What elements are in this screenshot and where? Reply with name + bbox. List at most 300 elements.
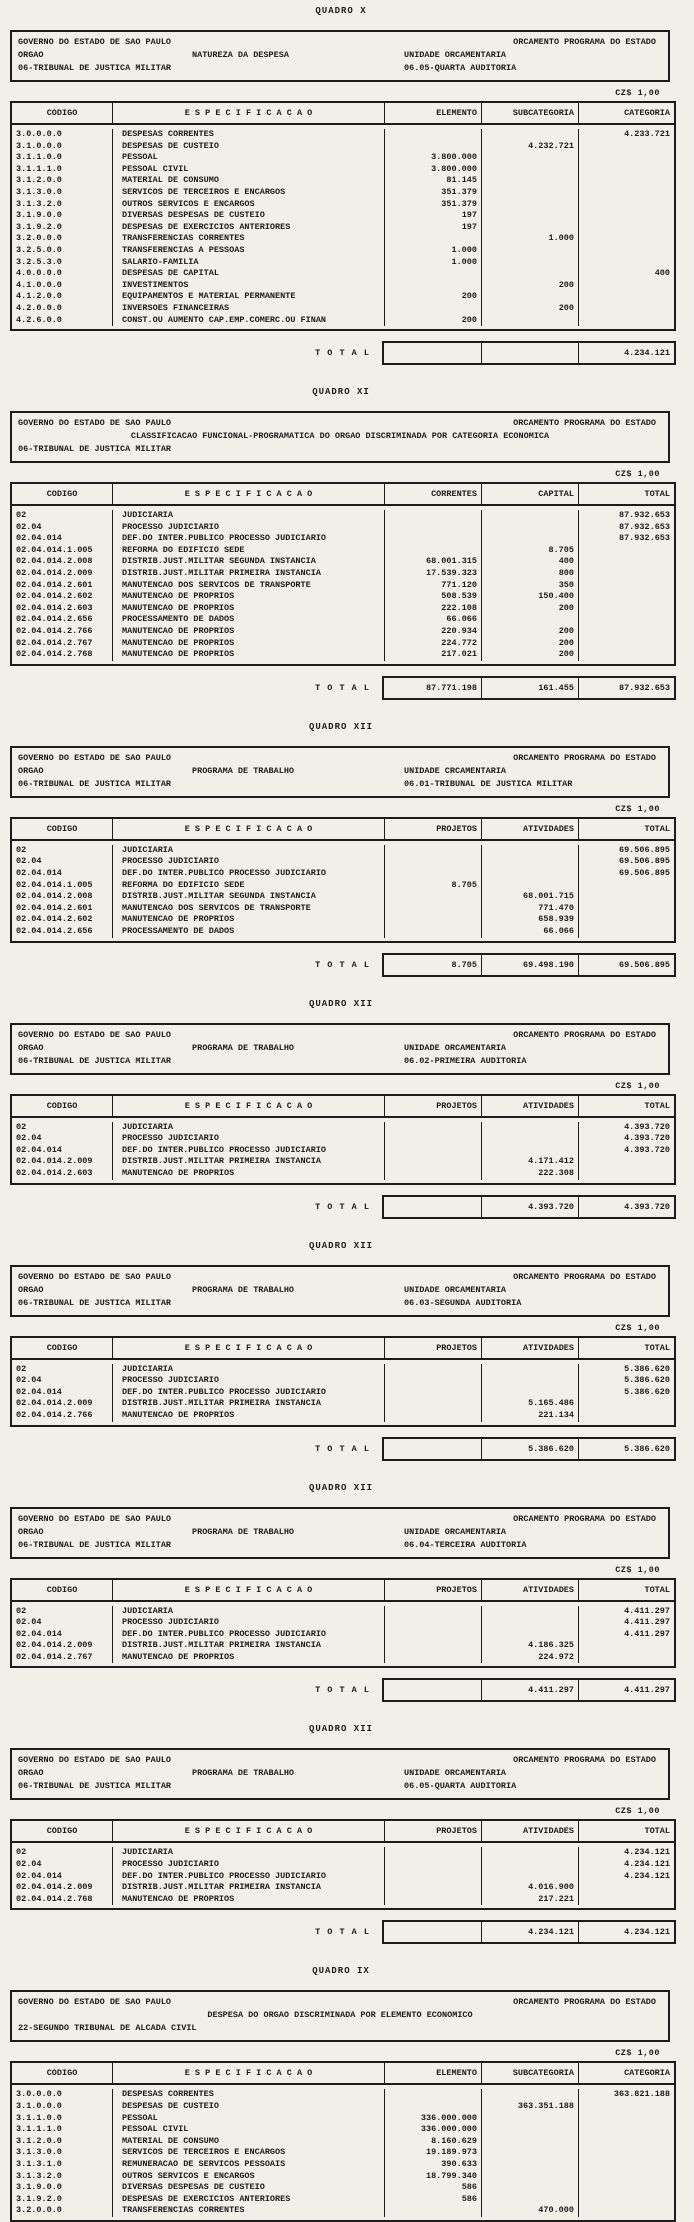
total-box [382,1678,676,1702]
table-row [12,233,674,245]
row-specification: PESSOAL [112,2113,384,2125]
row-value-col5: 4.234.121 [578,1871,674,1883]
row-value-col4 [481,315,578,327]
row-value-col5 [578,1398,674,1410]
row-code: 02.04 [16,1133,42,1144]
row-value-col3: 351.379 [384,199,481,211]
row-value-col4 [481,533,578,545]
row-specification: JUDICIARIA [112,1847,384,1859]
table-row [12,129,674,141]
table-row [12,1375,674,1387]
row-value-col5 [578,2147,674,2159]
row-value-col5: 4.393.720 [578,1145,674,1157]
budget-table [10,2061,676,2222]
total-box [382,1437,676,1461]
column-header-col4: ATIVIDADES [481,1096,578,1116]
row-specification: PROCESSO JUDICIARIO [112,1133,384,1145]
table-row [12,2136,674,2148]
table-row [12,603,674,615]
row-code: 02.04.014.2.768 [16,649,93,660]
nature-label: NATUREZA DA DESPESA [192,50,289,60]
total-value-col5: 69.506.895 [578,955,674,975]
row-value-col3: 336.000.000 [384,2113,481,2125]
row-specification: DESPESAS DE EXERCICIOS ANTERIORES [112,222,384,234]
table-row [12,1122,674,1134]
header-line-1 [12,752,668,765]
row-code: 02.04.014.2.602 [16,591,93,602]
row-value-col5: 4.234.121 [578,1859,674,1871]
row-value-col3: 68.001.315 [384,556,481,568]
row-specification: SALARIO-FAMILIA [112,257,384,269]
row-specification: TRANSFERENCIAS CORRENTES [112,233,384,245]
row-specification: DEF.DO INTER.PUBLICO PROCESSO JUDICIARIO [112,1145,384,1157]
header-line-3 [12,1539,668,1552]
row-specification: SERVICOS DE TERCEIROS E ENCARGOS [112,2147,384,2159]
total-value-col4 [481,343,578,363]
table-row [12,210,674,222]
row-value-col3 [384,1847,481,1859]
table-row [12,1387,674,1399]
column-header-col5: CATEGORIA [578,2063,674,2083]
table-row [12,1629,674,1641]
row-code: 02.04.014.2.656 [16,614,93,625]
row-value-col5 [578,141,674,153]
row-value-col4: 771.470 [481,903,578,915]
row-value-col5: 4.234.121 [578,1847,674,1859]
row-specification: MANUTENCAO DE PROPRIOS [112,591,384,603]
table-body [12,1118,674,1183]
column-header-col5: TOTAL [578,484,674,504]
unit-label: UNIDADE ORCAMENTARIA [404,1042,507,1053]
row-specification: DISTRIB.JUST.MILITAR SEGUNDA INSTANCIA [112,891,384,903]
row-code: 02.04.014.2.009 [16,1156,93,1167]
orgao-label: ORGAO [18,1284,44,1295]
total-value-col5: 5.386.620 [578,1439,674,1459]
row-value-col3 [384,2101,481,2113]
org-header-box [10,1748,670,1800]
row-code: 3.2.0.0.0 [16,233,62,244]
row-code: 3.1.3.1.0 [16,2159,62,2169]
budget-table [10,482,676,666]
row-value-col4: 150.400 [481,591,578,603]
orgao-label: ORGAO [18,1042,44,1053]
row-code: 02.04.014.2.601 [16,579,93,590]
row-value-col4: 200 [481,603,578,615]
row-code: 02.04.014 [16,1628,62,1639]
row-value-col3 [384,1398,481,1410]
row-value-col3: 336.000.000 [384,2124,481,2136]
quadro-section [0,387,694,700]
row-specification: DISTRIB.JUST.MILITAR PRIMEIRA INSTANCIA [112,568,384,580]
government-name: GOVERNO DO ESTADO DE SAO PAULO [18,1755,172,1766]
row-code: 02.04.014 [16,868,62,878]
row-value-col3: 508.539 [384,591,481,603]
row-value-col5: 87.932.653 [578,533,674,545]
column-header-col4: ATIVIDADES [481,1338,578,1358]
table-row [12,1133,674,1145]
column-header-especificacao: E S P E C I F I C A C A O [112,484,384,504]
column-header-col4: ATIVIDADES [481,819,578,839]
header-line-2 [12,1767,668,1780]
table-row [12,614,674,626]
row-value-col3 [384,1617,481,1629]
row-value-col4: 800 [481,568,578,580]
row-value-col4 [481,1364,578,1376]
row-code: 3.2.5.3.0 [16,256,62,267]
row-value-col5 [578,2113,674,2125]
row-value-col4: 200 [481,280,578,292]
header-line-1 [12,1029,668,1042]
row-code: 02.04 [16,1375,42,1386]
row-code: 02.04.014.2.009 [16,1882,93,1893]
column-header-especificacao: E S P E C I F I C A C A O [112,1096,384,1116]
row-value-col4 [481,1629,578,1641]
header-line-3 [12,1780,668,1793]
table-row [12,199,674,211]
header-line-1 [12,1513,668,1526]
row-code: 3.1.3.0.0 [16,2147,62,2158]
column-header-codigo: CODIGO [46,489,78,500]
row-value-col3 [384,1168,481,1180]
row-value-col5 [578,2101,674,2113]
table-header-row [12,1821,674,1843]
budget-table [10,1094,676,1185]
table-row [12,222,674,234]
column-header-col3: PROJETOS [384,1580,481,1600]
table-row [12,2205,674,2217]
row-value-col5 [578,568,674,580]
table-row [12,1364,674,1376]
row-value-col5: 87.932.653 [578,522,674,534]
row-value-col5 [578,315,674,327]
column-header-col4: ATIVIDADES [481,1580,578,1600]
row-value-col3 [384,891,481,903]
row-value-col4: 350 [481,580,578,592]
header-line-2 [12,765,668,778]
total-row [10,953,694,977]
currency-note: CZ$ 1,00 [615,88,660,98]
table-row [12,2101,674,2113]
row-specification: MANUTENCAO DOS SERVICOS DE TRANSPORTE [112,580,384,592]
row-code: 3.1.3.0.0 [16,186,62,197]
row-value-col3 [384,522,481,534]
quadro-section [0,6,694,365]
table-row [12,2182,674,2194]
row-specification: PESSOAL CIVIL [112,2124,384,2136]
row-value-col4 [481,2113,578,2125]
total-label: T O T A L [315,348,370,359]
table-row [12,1859,674,1871]
column-header-col3: PROJETOS [384,819,481,839]
row-code: 02 [16,1363,27,1374]
row-specification: MANUTENCAO DE PROPRIOS [112,1652,384,1664]
table-row [12,2124,674,2136]
row-value-col4 [481,845,578,857]
row-value-col5: 5.386.620 [578,1375,674,1387]
total-box [382,953,676,977]
table-row [12,856,674,868]
column-header-col4: SUBCATEGORIA [481,103,578,123]
row-code: 02.04.014.1.005 [16,544,93,555]
currency-note: CZ$ 1,00 [615,2048,660,2059]
row-value-col4 [481,175,578,187]
table-header-row [12,1580,674,1602]
row-value-col3: 771.120 [384,580,481,592]
unit-label: UNIDADE ORCAMENTARIA [404,50,507,60]
program-title: ORCAMENTO PROGRAMA DO ESTADO [513,1997,656,2008]
row-specification: DEF.DO INTER.PUBLICO PROCESSO JUDICIARIO [112,868,384,880]
quadro-title: QUADRO XI [312,387,370,398]
row-code: 3.1.9.0.0 [16,210,62,221]
column-header-col5: TOTAL [578,819,674,839]
orgao-label: ORGAO [18,765,44,776]
row-value-col5 [578,2159,674,2171]
row-value-col4 [481,880,578,892]
table-body [12,1843,674,1908]
table-row [12,175,674,187]
row-specification: MANUTENCAO DE PROPRIOS [112,603,384,615]
government-name: GOVERNO DO ESTADO DE SAO PAULO [18,1271,172,1282]
total-row [10,341,694,365]
total-value-col4: 4.393.720 [481,1197,578,1217]
row-code: 02.04.014.2.008 [16,891,93,902]
row-value-col5: 69.506.895 [578,845,674,857]
total-value-col4: 5.386.620 [481,1439,578,1459]
table-row [12,303,674,315]
column-header-col4: ATIVIDADES [481,1821,578,1841]
orgao-value: 06-TRIBUNAL DE JUSTICA MILITAR [18,1055,172,1066]
table-row [12,903,674,915]
column-header-especificacao: E S P E C I F I C A C A O [112,1580,384,1600]
program-title: ORCAMENTO PROGRAMA DO ESTADO [513,752,656,763]
row-value-col3: 66.066 [384,614,481,626]
row-specification: EQUIPAMENTOS E MATERIAL PERMANENTE [112,291,384,303]
column-header-codigo: CODIGO [46,1826,78,1837]
table-row [12,2089,674,2101]
row-specification: INVESTIMENTOS [112,280,384,292]
table-row [12,580,674,592]
row-code: 02 [16,844,27,855]
row-specification: TRANSFERENCIAS A PESSOAS [112,245,384,257]
nature-label: PROGRAMA DE TRABALHO [192,765,295,776]
table-header-row [12,819,674,841]
total-box [382,341,676,365]
row-specification: PROCESSAMENTO DE DADOS [112,926,384,938]
row-value-col5 [578,303,674,315]
table-row [12,880,674,892]
table-row [12,1410,674,1422]
row-code: 3.1.0.0.0 [16,140,62,151]
total-value-col3: 87.771.198 [425,682,477,693]
column-header-especificacao: E S P E C I F I C A C A O [112,1821,384,1841]
header-line-1 [12,1754,668,1767]
total-row [10,1678,694,1702]
row-value-col4: 200 [481,638,578,650]
row-value-col3 [384,926,481,938]
unit-label: UNIDADE ORCAMENTARIA [404,1768,507,1779]
row-value-col5 [578,891,674,903]
org-header-box [10,30,670,82]
row-value-col4 [481,1133,578,1145]
row-code: 3.1.1.0.0 [16,152,62,163]
row-specification: MANUTENCAO DE PROPRIOS [112,626,384,638]
row-code: 02.04.014.2.766 [16,1409,93,1420]
row-specification: DEF.DO INTER.PUBLICO PROCESSO JUDICIARIO [112,1629,384,1641]
row-value-col4: 8.705 [481,545,578,557]
row-value-col5 [578,2205,674,2217]
currency-note: CZ$ 1,00 [615,1564,660,1575]
total-value-col3 [384,343,481,363]
unit-value: 06.01-TRIBUNAL DE JUSTICA MILITAR [404,778,573,789]
row-value-col5 [578,649,674,661]
column-header-col5: TOTAL [578,1821,674,1841]
table-row [12,533,674,545]
row-value-col3: 586 [384,2182,481,2194]
table-header-row [12,2063,674,2085]
row-value-col3 [384,1652,481,1664]
total-row [10,676,694,700]
row-value-col3 [384,903,481,915]
quadro-title: QUADRO X [315,6,367,16]
row-value-col4 [481,291,578,303]
row-specification: MANUTENCAO DE PROPRIOS [112,638,384,650]
row-value-col5 [578,914,674,926]
program-title: ORCAMENTO PROGRAMA DO ESTADO [513,1029,656,1040]
row-specification: DISTRIB.JUST.MILITAR PRIMEIRA INSTANCIA [112,1640,384,1652]
quadro-title: QUADRO XII [308,1724,373,1735]
table-row [12,280,674,292]
row-value-col3: 217.021 [384,649,481,661]
row-value-col4: 200 [481,626,578,638]
table-row [12,2159,674,2171]
currency-note: CZ$ 1,00 [615,469,660,480]
row-specification: OUTROS SERVICOS E ENCARGOS [112,2171,384,2183]
currency-note: CZ$ 1,00 [615,1080,660,1091]
row-value-col5 [578,545,674,557]
table-row [12,891,674,903]
row-value-col5 [578,903,674,915]
row-specification: SERVICOS DE TERCEIROS E ENCARGOS [112,187,384,199]
row-value-col4 [481,245,578,257]
row-code: 3.1.9.0.0 [16,2182,62,2193]
table-row [12,510,674,522]
table-row [12,522,674,534]
row-specification: REMUNERACAO DE SERVICOS PESSOAIS [112,2159,384,2171]
table-row [12,2171,674,2183]
total-label: T O T A L [315,1927,370,1938]
column-header-col4: SUBCATEGORIA [481,2063,578,2083]
row-specification: PROCESSO JUDICIARIO [112,1859,384,1871]
row-value-col4: 470.000 [481,2205,578,2217]
row-value-col4 [481,222,578,234]
total-box [382,676,676,700]
row-value-col5 [578,556,674,568]
table-body [12,1360,674,1425]
row-value-col5 [578,1894,674,1906]
row-code: 02.04.014 [16,1386,62,1397]
unit-label: UNIDADE CRCAMENTARIA [404,765,507,776]
org-header-box [10,1265,670,1317]
row-value-col5 [578,2194,674,2206]
row-code: 02 [16,1847,27,1858]
table-row [12,1652,674,1664]
row-value-col3 [384,533,481,545]
row-value-col3 [384,1156,481,1168]
table-row [12,268,674,280]
row-value-col5 [578,626,674,638]
row-value-col3 [384,1133,481,1145]
row-code: 4.2.6.0.0 [16,314,62,325]
row-value-col3 [384,303,481,315]
row-value-col3 [384,1640,481,1652]
row-code: 3.1.2.0.0 [16,175,62,186]
row-value-col5 [578,152,674,164]
row-value-col4 [481,164,578,176]
column-header-especificacao: E S P E C I F I C A C A O [112,819,384,839]
total-value-col3 [384,1439,481,1459]
row-specification: PROCESSO JUDICIARIO [112,1617,384,1629]
row-code: 02.04 [16,521,42,532]
row-value-col4 [481,2182,578,2194]
row-specification: PESSOAL CIVIL [112,164,384,176]
row-value-col4: 68.001.715 [481,891,578,903]
row-value-col5 [578,1156,674,1168]
row-value-col5: 4.393.720 [578,1122,674,1134]
org-header-box [10,1507,670,1559]
nature-label: PROGRAMA DE TRABALHO [192,1284,295,1295]
row-specification: MATERIAL DE CONSUMO [112,175,384,187]
header-subtitle: CLASSIFICACAO FUNCIONAL-PROGRAMATICA DO ORGAO DISCRIMINADA POR CATEGORIA ECONOMICA [130,431,550,442]
header-line-2 [12,49,668,62]
table-row [12,545,674,557]
quadro-section [0,1724,694,1944]
row-value-col3 [384,1122,481,1134]
total-value-col5: 4.393.720 [578,1197,674,1217]
column-header-col3: CORRENTES [384,484,481,504]
total-value-col3: 8.705 [451,959,477,970]
row-value-col5 [578,926,674,938]
total-value-col3 [384,1922,481,1942]
header-line-1 [12,417,668,430]
table-header-row [12,1338,674,1360]
row-value-col3: 18.799.340 [384,2171,481,2183]
row-code: 02.04.014 [16,533,62,544]
row-specification: PROCESSO JUDICIARIO [112,1375,384,1387]
row-code: 3.1.2.0.0 [16,2135,62,2146]
row-value-col4: 221.134 [481,1410,578,1422]
row-value-col4 [481,1387,578,1399]
row-specification: JUDICIARIA [112,1122,384,1134]
row-value-col5 [578,1410,674,1422]
column-header-col4: CAPITAL [481,484,578,504]
budget-table [10,817,676,943]
column-header-col5: TOTAL [578,1096,674,1116]
budget-table [10,101,676,331]
row-value-col3 [384,268,481,280]
column-header-col5: CATEGORIA [578,103,674,123]
unit-value: 06.05-QUARTA AUDITORIA [404,1781,517,1792]
row-code: 02 [16,510,27,521]
row-value-col4 [481,268,578,280]
row-code: 02.04 [16,1617,42,1628]
government-name: GOVERNO DO ESTADO DE SAO PAULO [18,752,172,763]
row-value-col4: 224.972 [481,1652,578,1664]
row-value-col5: 4.411.297 [578,1629,674,1641]
row-value-col4 [481,522,578,534]
row-code: 3.2.5.0.0 [16,244,62,255]
row-specification: DESPESAS DE CUSTEIO [112,141,384,153]
row-value-col4 [481,199,578,211]
